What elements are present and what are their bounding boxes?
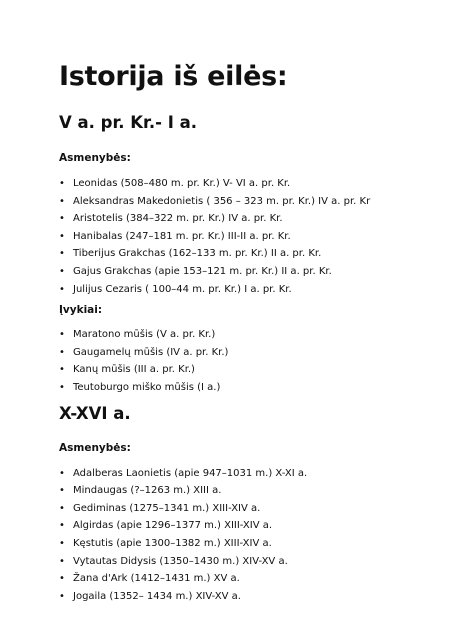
section-heading-medieval: X-XVI a. (59, 403, 131, 423)
list-item: • Teutoburgo miško mūšis (I a.) (59, 381, 454, 399)
list-item: • Julijus Cezaris ( 100–44 m. pr. Kr.) I a. pr. Kr. (59, 283, 454, 301)
list-item: • Gaugamelų mūšis (IV a. pr. Kr.) (59, 346, 454, 364)
document-title: Istorija iš eilės: (59, 61, 288, 92)
list-item: • Kanų mūšis (III a. pr. Kr.) (59, 363, 454, 381)
list-item: • Hanibalas (247–181 m. pr. Kr.) III-II a. pr. Kr. (59, 230, 454, 248)
medieval-personalities-list (59, 467, 454, 608)
list-item: • Leonidas (508–480 m. pr. Kr.) V- VI a. pr. Kr. (59, 177, 454, 195)
list-item: • Tiberijus Grakchas (162–133 m. pr. Kr.) II a. pr. Kr. (59, 247, 454, 265)
subheading-personalities: Asmenybės: (59, 152, 131, 164)
list-item: • Žana d'Ark (1412–1431 m.) XV a. (59, 572, 454, 590)
list-item: • Kęstutis (apie 1300–1382 m.) XIII-XIV a. (59, 537, 454, 555)
list-item: • Jogaila (1352– 1434 m.) XIV-XV a. (59, 590, 454, 608)
list-item: • Aleksandras Makedonietis ( 356 – 323 m. pr. Kr.) IV a. pr. Kr (59, 195, 454, 213)
subheading-events: Įvykiai: (59, 304, 103, 317)
list-item: • Gajus Grakchas (apie 153–121 m. pr. Kr.) II a. pr. Kr. (59, 265, 454, 283)
personalities-list (59, 177, 454, 300)
section-heading-antiquity: V a. pr. Kr.- I a. (59, 113, 197, 132)
list-item: • Gediminas (1275–1341 m.) XIII-XIV a. (59, 502, 454, 520)
events-list (59, 328, 454, 398)
subheading-personalities-medieval: Asmenybės: (59, 441, 131, 454)
list-item: • Aristotelis (384–322 m. pr. Kr.) IV a. pr. Kr. (59, 212, 454, 230)
list-item: • Mindaugas (?–1263 m.) XIII a. (59, 484, 454, 502)
list-item: • Adalberas Laonietis (apie 947–1031 m.) X-XI a. (59, 467, 454, 485)
list-item: • Algirdas (apie 1296–1377 m.) XIII-XIV a. (59, 519, 454, 537)
list-item: • Vytautas Didysis (1350–1430 m.) XIV-XV a. (59, 555, 454, 573)
list-item: • Maratono mūšis (V a. pr. Kr.) (59, 328, 454, 346)
